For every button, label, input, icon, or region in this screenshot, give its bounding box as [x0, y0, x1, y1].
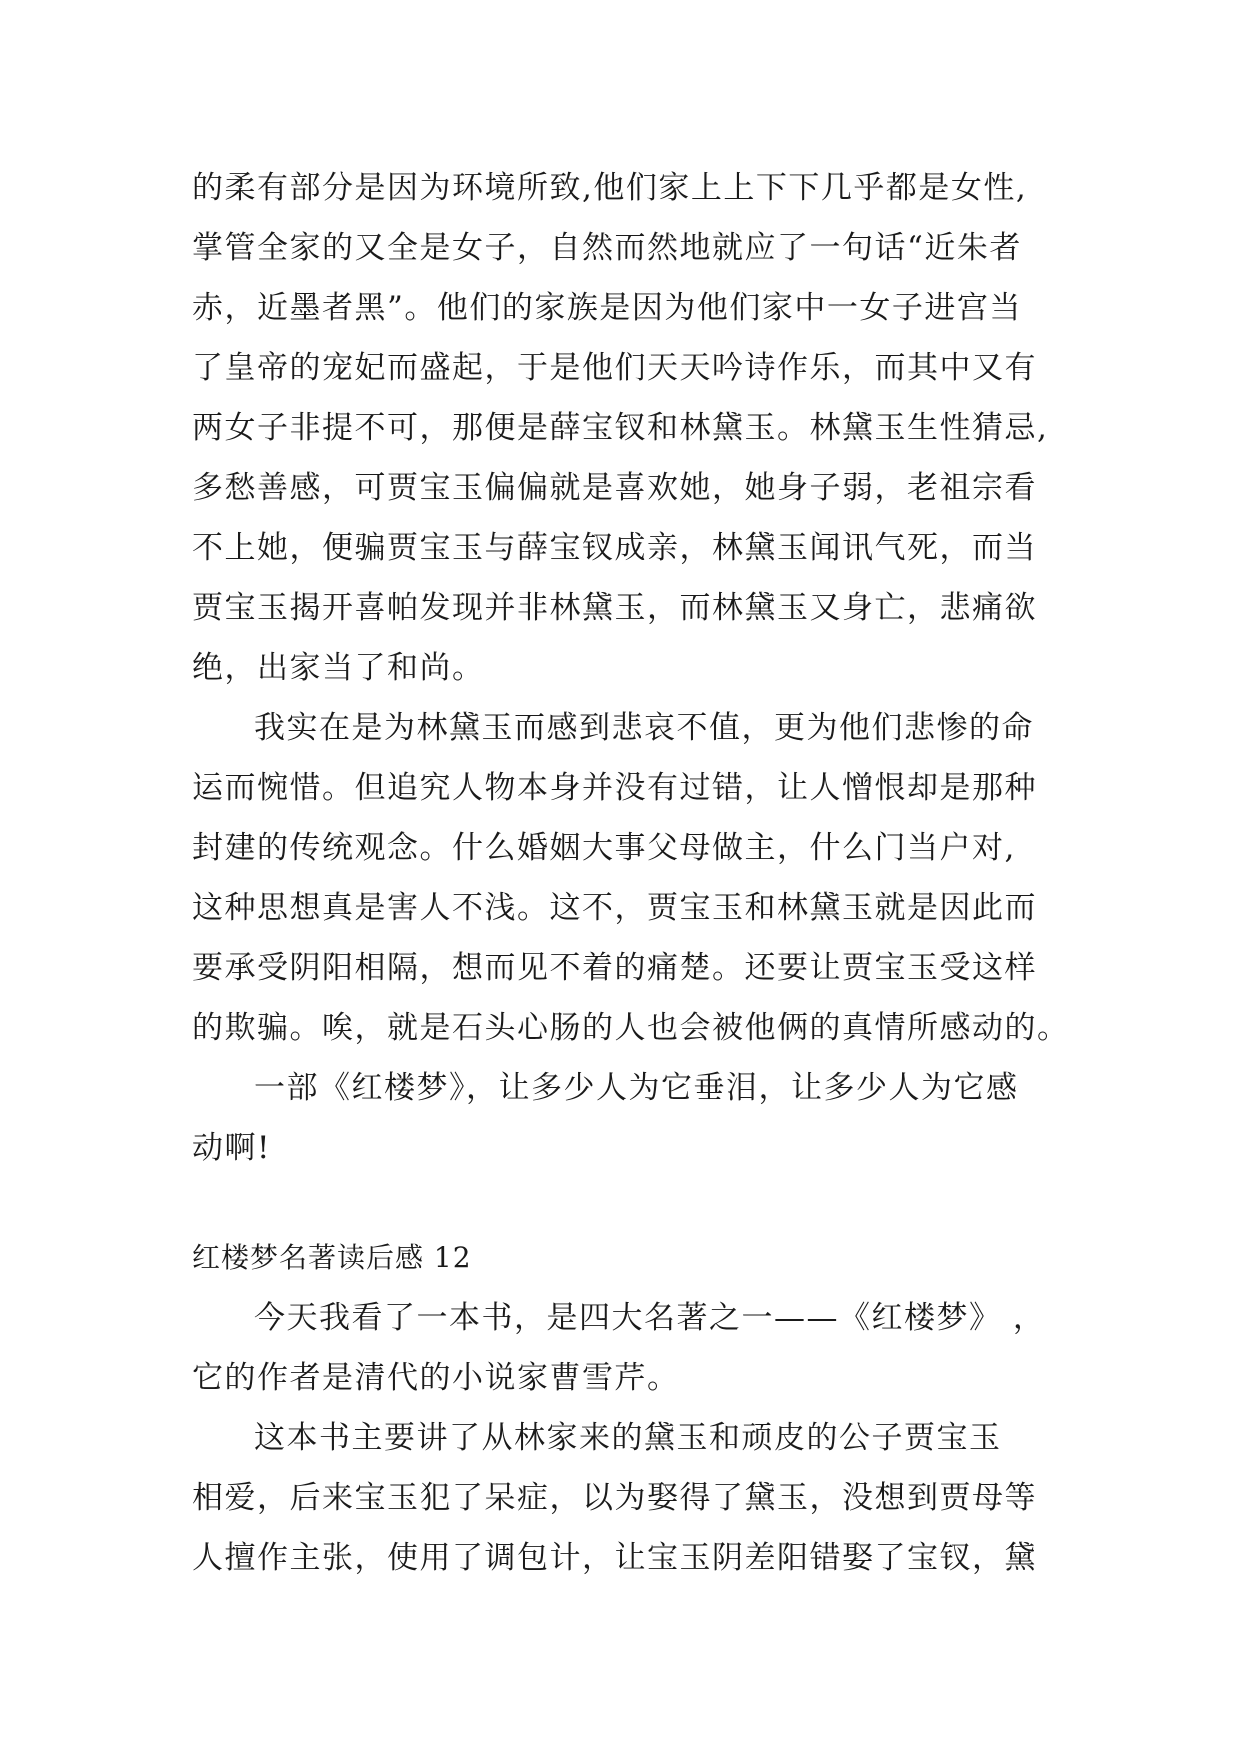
- text-line: 人擅作主张，使用了调包计，让宝玉阴差阳错娶了宝钗，黛: [192, 1540, 1037, 1576]
- text-line: 多愁善感，可贾宝玉偏偏就是喜欢她，她身子弱，老祖宗看: [192, 470, 1037, 506]
- text-line: 赤，近墨者黑”。他们的家族是因为他们家中一女子进宫当: [192, 290, 1022, 326]
- text-line: 我实在是为林黛玉而感到悲哀不值，更为他们悲惨的命: [254, 710, 1034, 746]
- paragraph-1: [192, 158, 1072, 698]
- text-line: 这本书主要讲了从林家来的黛玉和顽皮的公子贾宝玉: [254, 1420, 1002, 1456]
- text-line: 两女子非提不可，那便是薛宝钗和林黛玉。林黛玉生性猜忌,: [192, 410, 1049, 446]
- text-line: 了皇帝的宠妃而盛起，于是他们天天吟诗作乐，而其中又有: [192, 350, 1037, 386]
- text-line: 它的作者是清代的小说家曹雪芹。: [192, 1360, 680, 1396]
- text-line: 贾宝玉揭开喜帕发现并非林黛玉，而林黛玉又身亡，悲痛欲: [192, 590, 1037, 626]
- text-line: 掌管全家的又全是女子，自然而然地就应了一句话“近朱者: [192, 230, 1022, 266]
- paragraph-4: [192, 1288, 1072, 1408]
- section-gap: [192, 1178, 1072, 1228]
- text-line: 今天我看了一本书，是四大名著之一——《红楼梦》 ，: [254, 1300, 1046, 1336]
- text-line: 要承受阴阳相隔，想而见不着的痛楚。还要让贾宝玉受这样: [192, 950, 1037, 986]
- paragraph-2: [192, 698, 1072, 1058]
- text-line: 这种思想真是害人不浅。这不，贾宝玉和林黛玉就是因此而: [192, 890, 1037, 926]
- text-line: 运而惋惜。但追究人物本身并没有过错，让人憎恨却是那种: [192, 770, 1037, 806]
- paragraph-5: [192, 1408, 1072, 1588]
- text-line: 封建的传统观念。什么婚姻大事父母做主，什么门当户对,: [192, 830, 1016, 866]
- section-heading: 红楼梦名著读后感 12: [192, 1241, 472, 1274]
- text-line: 的柔有部分是因为环境所致,他们家上上下下几乎都是女性,: [192, 170, 1028, 206]
- document-body: [192, 158, 1072, 1588]
- text-line: 绝，出家当了和尚。: [192, 650, 485, 686]
- text-line: 不上她，便骗贾宝玉与薛宝钗成亲，林黛玉闻讯气死，而当: [192, 530, 1037, 566]
- text-line: 一部《红楼梦》，让多少人为它垂泪，让多少人为它感: [254, 1070, 1019, 1106]
- text-line: 动啊!: [192, 1130, 271, 1166]
- text-line: 相爱，后来宝玉犯了呆症，以为娶得了黛玉，没想到贾母等: [192, 1480, 1037, 1516]
- text-line: 的欺骗。唉，就是石头心肠的人也会被他俩的真情所感动的。: [192, 1010, 1070, 1046]
- paragraph-3: [192, 1058, 1072, 1178]
